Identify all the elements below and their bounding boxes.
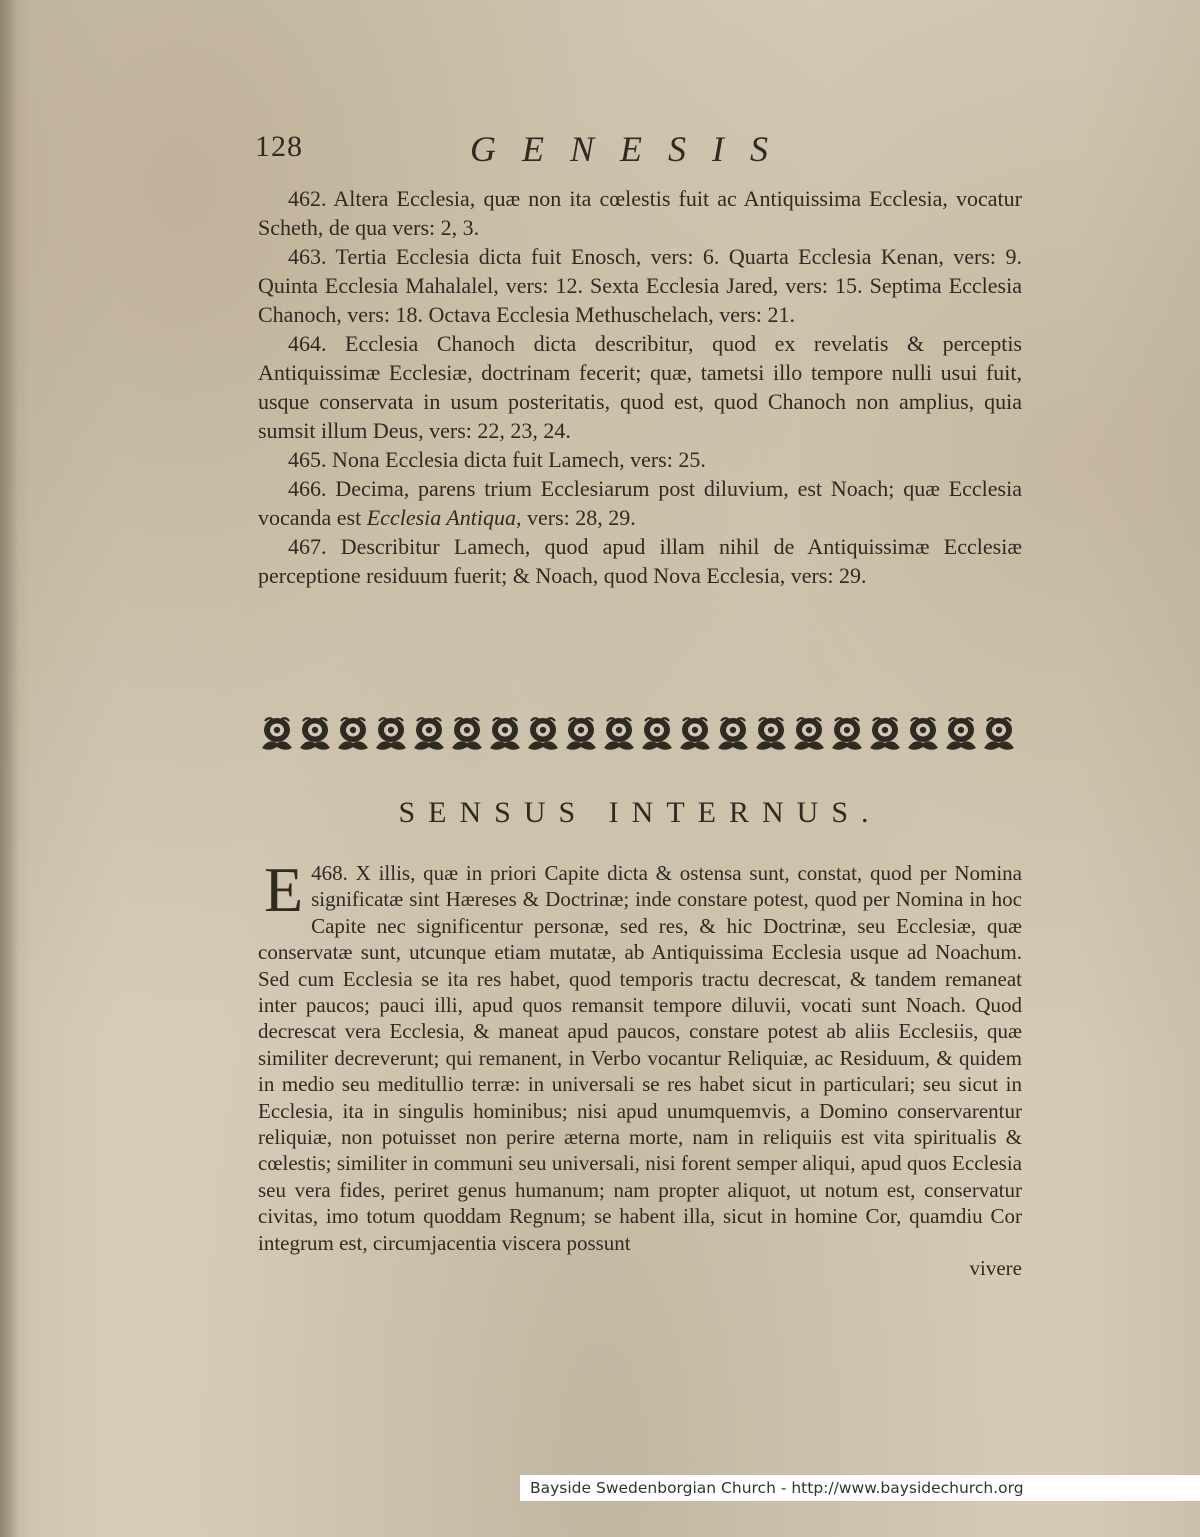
paragraph-463: 463. Tertia Ecclesia dicta fuit Enosch, vers: 6. Quarta Ecclesia Kenan, vers: 9. Quinta Ecclesia Mahalalel, vers: 12. Sexta Ecclesia Jared, vers: 15. Septima Ecclesia Chanoch, vers: 18. Octava Ecclesia Methuschelach, vers: 21. xyxy=(258,244,1022,327)
paragraph-468 xyxy=(258,854,1023,1256)
paragraph-468-number: 468. xyxy=(311,861,348,885)
paragraph-466-end: , vers: 28, 29. xyxy=(516,505,636,530)
page-gutter-shadow xyxy=(0,0,18,1537)
paragraph-465: 465. Nona Ecclesia dicta fuit Lamech, vers: 25. xyxy=(288,447,706,472)
page-number: 128 xyxy=(255,130,303,163)
paragraph-466-italic: Ecclesia Antiqua xyxy=(366,505,517,530)
paragraph-468-text: X illis, quæ in priori Capite dicta & ostensa sunt, constat, quod per Nomina significatæ sint Hæreses & Doctrinæ; inde constare potest, quod per Nomina in hoc Capite nec significentur personæ, sed res, & hic Doctrinæ, seu Ecclesiæ, quæ conservatæ sunt, utcunque etiam mutatæ, ab Antiquissima Ecclesia usque ad Noachum. Sed cum Ecclesia se ita res habet, quod temporis tractu decrescat, & tandem remaneat inter paucos; pauci illi, apud quos remansit tempore diluvii, vocati sunt Noach. Quod decrescat vera Ecclesia, & maneat apud paucos, constare potest ab aliis Ecclesiis, quæ similiter decreverunt; qui remanent, in Verbo vocantur Reliquiæ, ac Residuum, & quidem in medio seu meditullio terræ: in universali se res habet sicut in particulari; seu sicut in Ecclesia, ita in singulis hominibus; nisi apud unumquemvis, a Domino conservarentur reliquiæ, non potuisset non perire æterna morte, nam in reliquiis est vita spiritualis & cœlestis; similiter in communi seu universali, nisi forent semper aliqui, apud quos Ecclesia seu vera fides, periret genus humanum; nam propter aliquot, ut notum est, conservatur civitas, imo totum quoddam Regnum; se habent illa, sicut in homine Cor, quamdiu Cor integrum est, circumjacentia viscera possunt xyxy=(258,861,1023,1255)
paragraph-464: 464. Ecclesia Chanoch dicta describitur, quod ex revelatis & perceptis Antiquissimæ Ecclesiæ, doctrinam fecerit; quæ, tametsi illo tempore nulli usui fuit, usque conservata in usum posteritatis, quod est, quod Chanoch non amplius, quia sumsit illum Deus, vers: 22, 23, 24. xyxy=(258,331,1022,443)
catchword: vivere xyxy=(969,1256,1022,1280)
paragraph-462: 462. Altera Ecclesia, quæ non ita cœlestis fuit ac Antiquissima Ecclesia, vocatur Scheth, de qua vers: 2, 3. xyxy=(258,186,1022,240)
running-title: GENESIS xyxy=(470,129,794,169)
paragraph-467: 467. Describitur Lamech, quod apud illam nihil de Antiquissimæ Ecclesiæ perceptione residuum fuerit; & Noach, quod Nova Ecclesia, vers: 29. xyxy=(258,534,1022,588)
paragraph-466-text: 466. Decima, parens trium Ecclesiarum post diluvium, est Noach; quæ Ecclesia vocanda est xyxy=(258,476,1022,530)
numbered-paragraphs xyxy=(258,184,1022,590)
decorative-ornament-band xyxy=(258,712,1022,758)
section-title: SENSUS INTERNUS. xyxy=(398,796,882,829)
paragraph-466 xyxy=(258,474,1022,532)
watermark-banner: Bayside Swedenborgian Church - http://www.baysidechurch.org xyxy=(520,1475,1200,1501)
page-header xyxy=(255,128,1015,172)
drop-cap-letter: E xyxy=(264,854,304,925)
